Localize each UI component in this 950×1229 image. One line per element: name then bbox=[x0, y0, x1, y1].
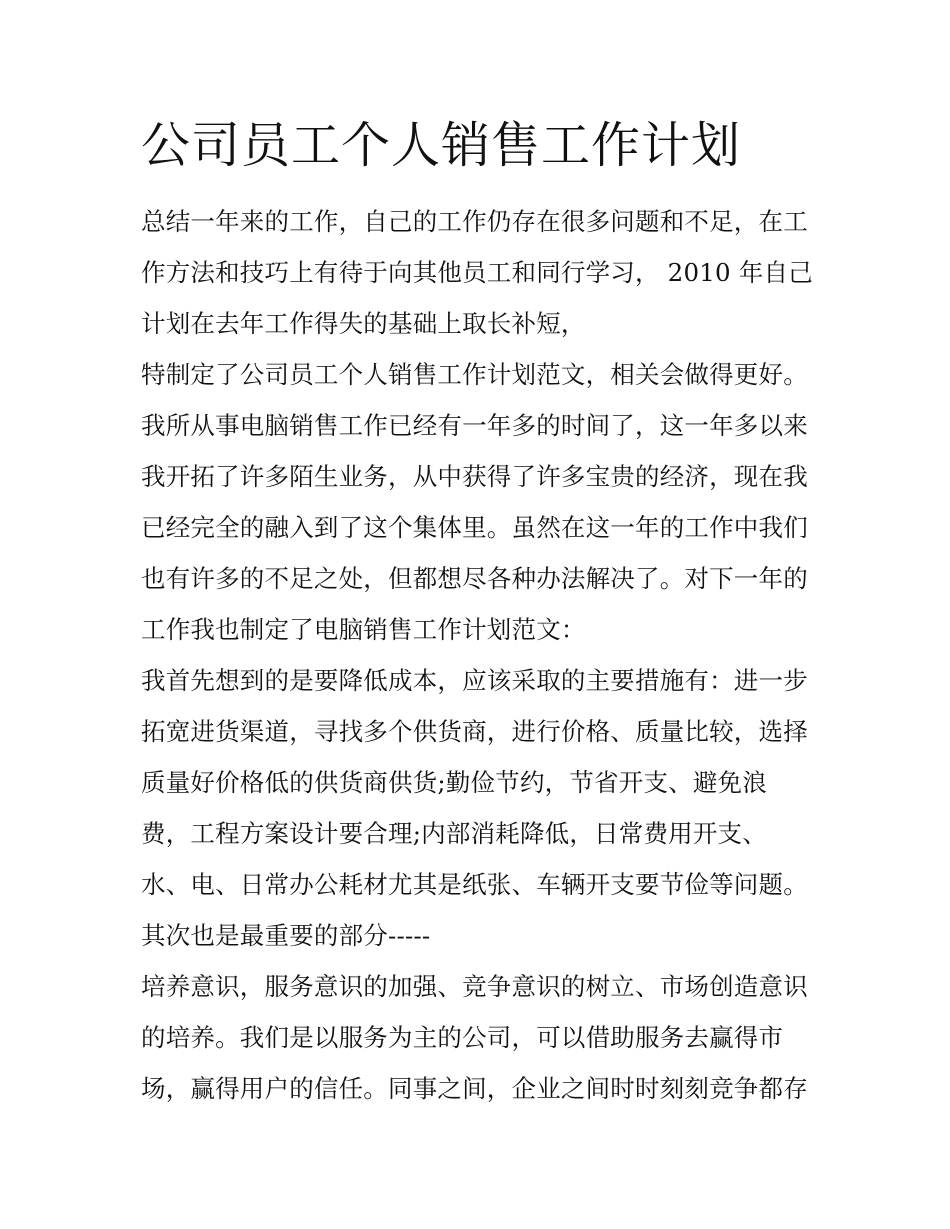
text-line: 我首先想到的是要降低成本，应该采取的主要措施有：进一步 bbox=[141, 666, 808, 695]
document-body bbox=[141, 196, 831, 1114]
text-line: 计划在去年工作得失的基础上取长补短， bbox=[141, 309, 586, 338]
text-line: 拓宽进货渠道，寻找多个供货商，进行价格、质量比较，选择 bbox=[141, 717, 808, 746]
text-line: 总结一年来的工作，自己的工作仍存在很多问题和不足，在工 bbox=[141, 207, 808, 236]
text-line: 我开拓了许多陌生业务，从中获得了许多宝贵的经济，现在我 bbox=[141, 462, 808, 491]
text-line: 其次也是最重要的部分----- bbox=[141, 921, 431, 950]
text-line: 费，工程方案设计要合理;内部消耗降低，日常费用开支、 bbox=[141, 819, 767, 848]
text-line: 特制定了公司员工个人销售工作计划范文，相关会做得更好。 bbox=[141, 360, 808, 389]
text-line: 的培养。我们是以服务为主的公司，可以借助服务去赢得市 bbox=[141, 1023, 784, 1052]
text-line: 作方法和技巧上有待于向其他员工和同行学习， 2010 年自己 bbox=[141, 258, 813, 287]
text-line: 工作我也制定了电脑销售工作计划范文： bbox=[141, 615, 586, 644]
page-title: 公司员工个人销售工作计划 bbox=[141, 117, 742, 174]
text-line: 已经完全的融入到了这个集体里。虽然在这一年的工作中我们 bbox=[141, 513, 808, 542]
text-line: 水、电、日常办公耗材尤其是纸张、车辆开支要节俭等问题。 bbox=[141, 870, 808, 899]
text-line: 也有许多的不足之处，但都想尽各种办法解决了。对下一年的 bbox=[141, 564, 808, 593]
text-line: 场，赢得用户的信任。同事之间，企业之间时时刻刻竞争都存 bbox=[141, 1074, 808, 1103]
text-line: 培养意识，服务意识的加强、竞争意识的树立、市场创造意识 bbox=[141, 972, 808, 1001]
text-line: 我所从事电脑销售工作已经有一年多的时间了，这一年多以来 bbox=[141, 411, 808, 440]
text-line: 质量好价格低的供货商供货;勤俭节约，节省开支、避免浪 bbox=[141, 768, 767, 797]
